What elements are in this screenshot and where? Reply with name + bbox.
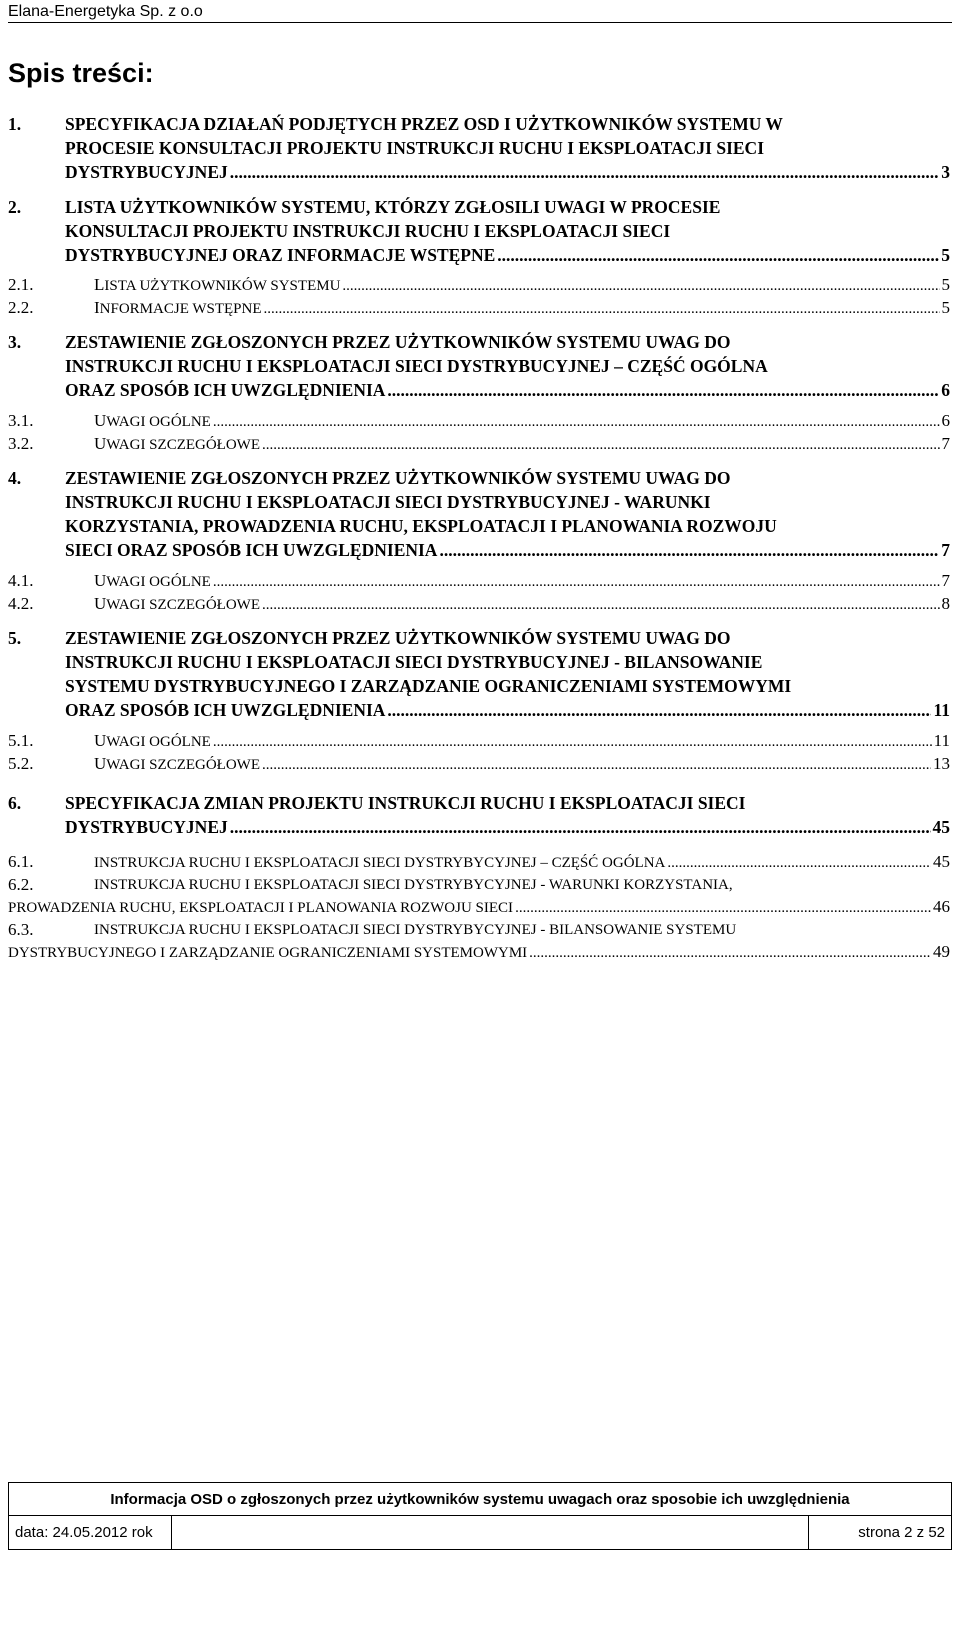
toc-entry-4[interactable] xyxy=(8,466,950,562)
toc-page-number: 5 xyxy=(941,245,950,265)
toc-title: WAGI SZCZEGÓŁOWE xyxy=(106,437,261,453)
toc-leader-dots xyxy=(264,299,940,320)
toc-line: PROCESIE KONSULTACJI PROJEKTU INSTRUKCJI RUCHU I EKSPLOATACJI SIECI xyxy=(65,138,765,158)
toc-line: DYSTRYBUCYJNEJ xyxy=(65,162,228,182)
toc-entry-6-3[interactable] xyxy=(8,919,950,964)
toc-leader-dots xyxy=(230,160,940,184)
toc-page-number: 11 xyxy=(933,731,950,750)
toc-line: KORZYSTANIA, PROWADZENIA RUCHU, EKSPLOATACJI I PLANOWANIA ROZWOJU xyxy=(65,516,777,536)
toc-leader-dots xyxy=(213,412,940,433)
toc-title: WAGI SZCZEGÓŁOWE xyxy=(106,757,261,773)
toc-line: LISTA UŻYTKOWNIKÓW SYSTEMU, KTÓRZY ZGŁOSILI UWAGI W PROCESIE xyxy=(65,197,721,217)
toc-entry-4-2[interactable] xyxy=(8,593,950,616)
toc-number: 4.2. xyxy=(8,594,34,613)
toc-number: 1. xyxy=(8,114,22,134)
footer-page-number: strona 2 z 52 xyxy=(809,1516,952,1550)
page-title: Spis treści: xyxy=(8,58,154,88)
toc-initial: U xyxy=(94,571,107,590)
toc-page-number: 46 xyxy=(933,897,950,916)
company-name: Elana-Energetyka Sp. z o.o xyxy=(8,3,203,20)
toc-initial: L xyxy=(94,275,105,294)
toc-number: 5.2. xyxy=(8,754,34,773)
toc-entry-1[interactable] xyxy=(8,112,950,184)
toc-page-number: 45 xyxy=(932,817,950,837)
toc-number: 4.1. xyxy=(8,571,34,590)
toc-page-number: 3 xyxy=(941,162,950,182)
toc-line: SPECYFIKACJA ZMIAN PROJEKTU INSTRUKCJI RUCHU I EKSPLOATACJI SIECI xyxy=(65,793,746,813)
page-header xyxy=(8,2,952,23)
toc-page-number: 5 xyxy=(941,275,950,294)
footer-spacer xyxy=(172,1516,809,1550)
toc-leader-dots xyxy=(262,435,939,456)
toc-number: 6.2. xyxy=(8,875,34,894)
table-of-contents xyxy=(8,112,950,964)
toc-line: ZESTAWIENIE ZGŁOSZONYCH PRZEZ UŻYTKOWNIKÓW SYSTEMU UWAG DO xyxy=(65,628,731,648)
toc-leader-dots xyxy=(262,595,939,616)
toc-number: 3. xyxy=(8,332,22,352)
toc-initial: U xyxy=(94,731,107,750)
toc-line: DYSTRYBUCYJNEJ ORAZ INFORMACJE WSTĘPNE xyxy=(65,245,496,265)
toc-page-number: 7 xyxy=(941,571,950,590)
toc-initial: U xyxy=(94,594,107,613)
toc-leader-dots xyxy=(230,815,931,839)
toc-entry-6-1[interactable] xyxy=(8,851,950,874)
toc-title: ISTA UŻYTKOWNIKÓW SYSTEMU xyxy=(104,278,341,294)
toc-line: ORAZ SPOSÓB ICH UWZGLĘDNIENIA xyxy=(65,700,386,720)
toc-number: 6.1. xyxy=(8,852,34,871)
toc-number: 4. xyxy=(8,468,22,488)
toc-entry-2[interactable] xyxy=(8,195,950,267)
page-footer xyxy=(8,1482,952,1550)
toc-leader-dots xyxy=(497,243,939,267)
toc-line: ZESTAWIENIE ZGŁOSZONYCH PRZEZ UŻYTKOWNIKÓW SYSTEMU UWAG DO xyxy=(65,332,731,352)
toc-number: 5.1. xyxy=(8,731,34,750)
toc-line: INSTRUKCJI RUCHU I EKSPLOATACJI SIECI DYSTRYBUCYJNEJ – CZĘŚĆ OGÓLNA xyxy=(65,356,768,376)
toc-leader-dots xyxy=(667,852,931,874)
toc-initial: U xyxy=(94,434,107,453)
toc-title: INSTRUKCJA RUCHU I EKSPLOATACJI SIECI DYSTRYBYCYJNEJ - WARUNKI KORZYSTANIA, xyxy=(94,877,733,893)
toc-entry-3-1[interactable] xyxy=(8,410,950,433)
toc-line: INSTRUKCJI RUCHU I EKSPLOATACJI SIECI DYSTRYBUCYJNEJ - WARUNKI xyxy=(65,492,711,512)
toc-entry-6-2[interactable] xyxy=(8,874,950,919)
toc-entry-4-1[interactable] xyxy=(8,570,950,593)
toc-entry-5-1[interactable] xyxy=(8,730,950,753)
toc-title: INSTRUKCJA RUCHU I EKSPLOATACJI SIECI DYSTRYBYCYJNEJ – CZĘŚĆ OGÓLNA xyxy=(94,855,666,871)
toc-initial: U xyxy=(94,411,107,430)
toc-leader-dots xyxy=(387,698,931,722)
toc-page-number: 11 xyxy=(933,700,950,720)
toc-line: SPECYFIKACJA DZIAŁAŃ PODJĘTYCH PRZEZ OSD I UŻYTKOWNIKÓW SYSTEMU W xyxy=(65,114,783,134)
toc-leader-dots xyxy=(439,538,939,562)
toc-leader-dots xyxy=(213,572,940,593)
toc-title: NFORMACJE WSTĘPNE xyxy=(99,301,262,317)
toc-initial: I xyxy=(94,298,100,317)
toc-page-number: 6 xyxy=(941,380,950,400)
toc-title: WAGI OGÓLNE xyxy=(106,734,211,750)
toc-page-number: 7 xyxy=(941,540,950,560)
toc-entry-5-2[interactable] xyxy=(8,753,950,776)
toc-page-number: 45 xyxy=(933,852,950,871)
toc-title: PROWADZENIA RUCHU, EKSPLOATACJI I PLANOWANIA ROZWOJU SIECI xyxy=(8,900,514,916)
toc-page-number: 13 xyxy=(933,754,950,773)
toc-number: 3.1. xyxy=(8,411,34,430)
toc-title: DYSTRYBUCYJNEGO I ZARZĄDZANIE OGRANICZENIAMI SYSTEMOWYMI xyxy=(8,945,528,961)
toc-page-number: 8 xyxy=(941,594,950,613)
toc-entry-5[interactable] xyxy=(8,626,950,722)
toc-page-number: 6 xyxy=(941,411,950,430)
toc-number: 2.2. xyxy=(8,298,34,317)
toc-entry-3[interactable] xyxy=(8,330,950,402)
toc-entry-2-2[interactable] xyxy=(8,297,950,320)
toc-number: 3.2. xyxy=(8,434,34,453)
toc-line: DYSTRYBUCYJNEJ xyxy=(65,817,228,837)
toc-line: SIECI ORAZ SPOSÓB ICH UWZGLĘDNIENIA xyxy=(65,540,438,560)
toc-line: KONSULTACJI PROJEKTU INSTRUKCJI RUCHU I EKSPLOATACJI SIECI xyxy=(65,221,671,241)
footer-title: Informacja OSD o zgłoszonych przez użytkowników systemu uwagach oraz sposobie ich uwzględnienia xyxy=(9,1483,952,1516)
toc-number: 2. xyxy=(8,197,22,217)
toc-page-number: 49 xyxy=(933,942,950,961)
toc-title: INSTRUKCJA RUCHU I EKSPLOATACJI SIECI DYSTRYBYCYJNEJ - BILANSOWANIE SYSTEMU xyxy=(94,922,737,938)
toc-leader-dots xyxy=(529,942,931,964)
toc-line: SYSTEMU DYSTRYBUCYJNEGO I ZARZĄDZANIE OGRANICZENIAMI SYSTEMOWYMI xyxy=(65,676,792,696)
toc-entry-2-1[interactable] xyxy=(8,274,950,297)
toc-entry-3-2[interactable] xyxy=(8,433,950,456)
toc-title: WAGI OGÓLNE xyxy=(106,574,211,590)
toc-leader-dots xyxy=(213,732,932,753)
toc-leader-dots xyxy=(262,755,931,776)
toc-number: 2.1. xyxy=(8,275,34,294)
toc-entry-6[interactable] xyxy=(8,791,950,839)
toc-number: 5. xyxy=(8,628,22,648)
toc-title: WAGI SZCZEGÓŁOWE xyxy=(106,597,261,613)
toc-leader-dots xyxy=(342,276,939,297)
footer-table xyxy=(8,1482,952,1550)
toc-number: 6.3. xyxy=(8,920,34,939)
toc-page-number: 7 xyxy=(941,434,950,453)
toc-line: INSTRUKCJI RUCHU I EKSPLOATACJI SIECI DYSTRYBUCYJNEJ - BILANSOWANIE xyxy=(65,652,763,672)
footer-date: data: 24.05.2012 rok xyxy=(9,1516,172,1550)
toc-number: 6. xyxy=(8,793,22,813)
toc-initial: U xyxy=(94,754,107,773)
toc-line: ORAZ SPOSÓB ICH UWZGLĘDNIENIA xyxy=(65,380,386,400)
toc-leader-dots xyxy=(515,897,931,919)
toc-leader-dots xyxy=(387,378,939,402)
toc-line: ZESTAWIENIE ZGŁOSZONYCH PRZEZ UŻYTKOWNIKÓW SYSTEMU UWAG DO xyxy=(65,468,731,488)
toc-page-number: 5 xyxy=(941,298,950,317)
toc-title: WAGI OGÓLNE xyxy=(106,414,211,430)
